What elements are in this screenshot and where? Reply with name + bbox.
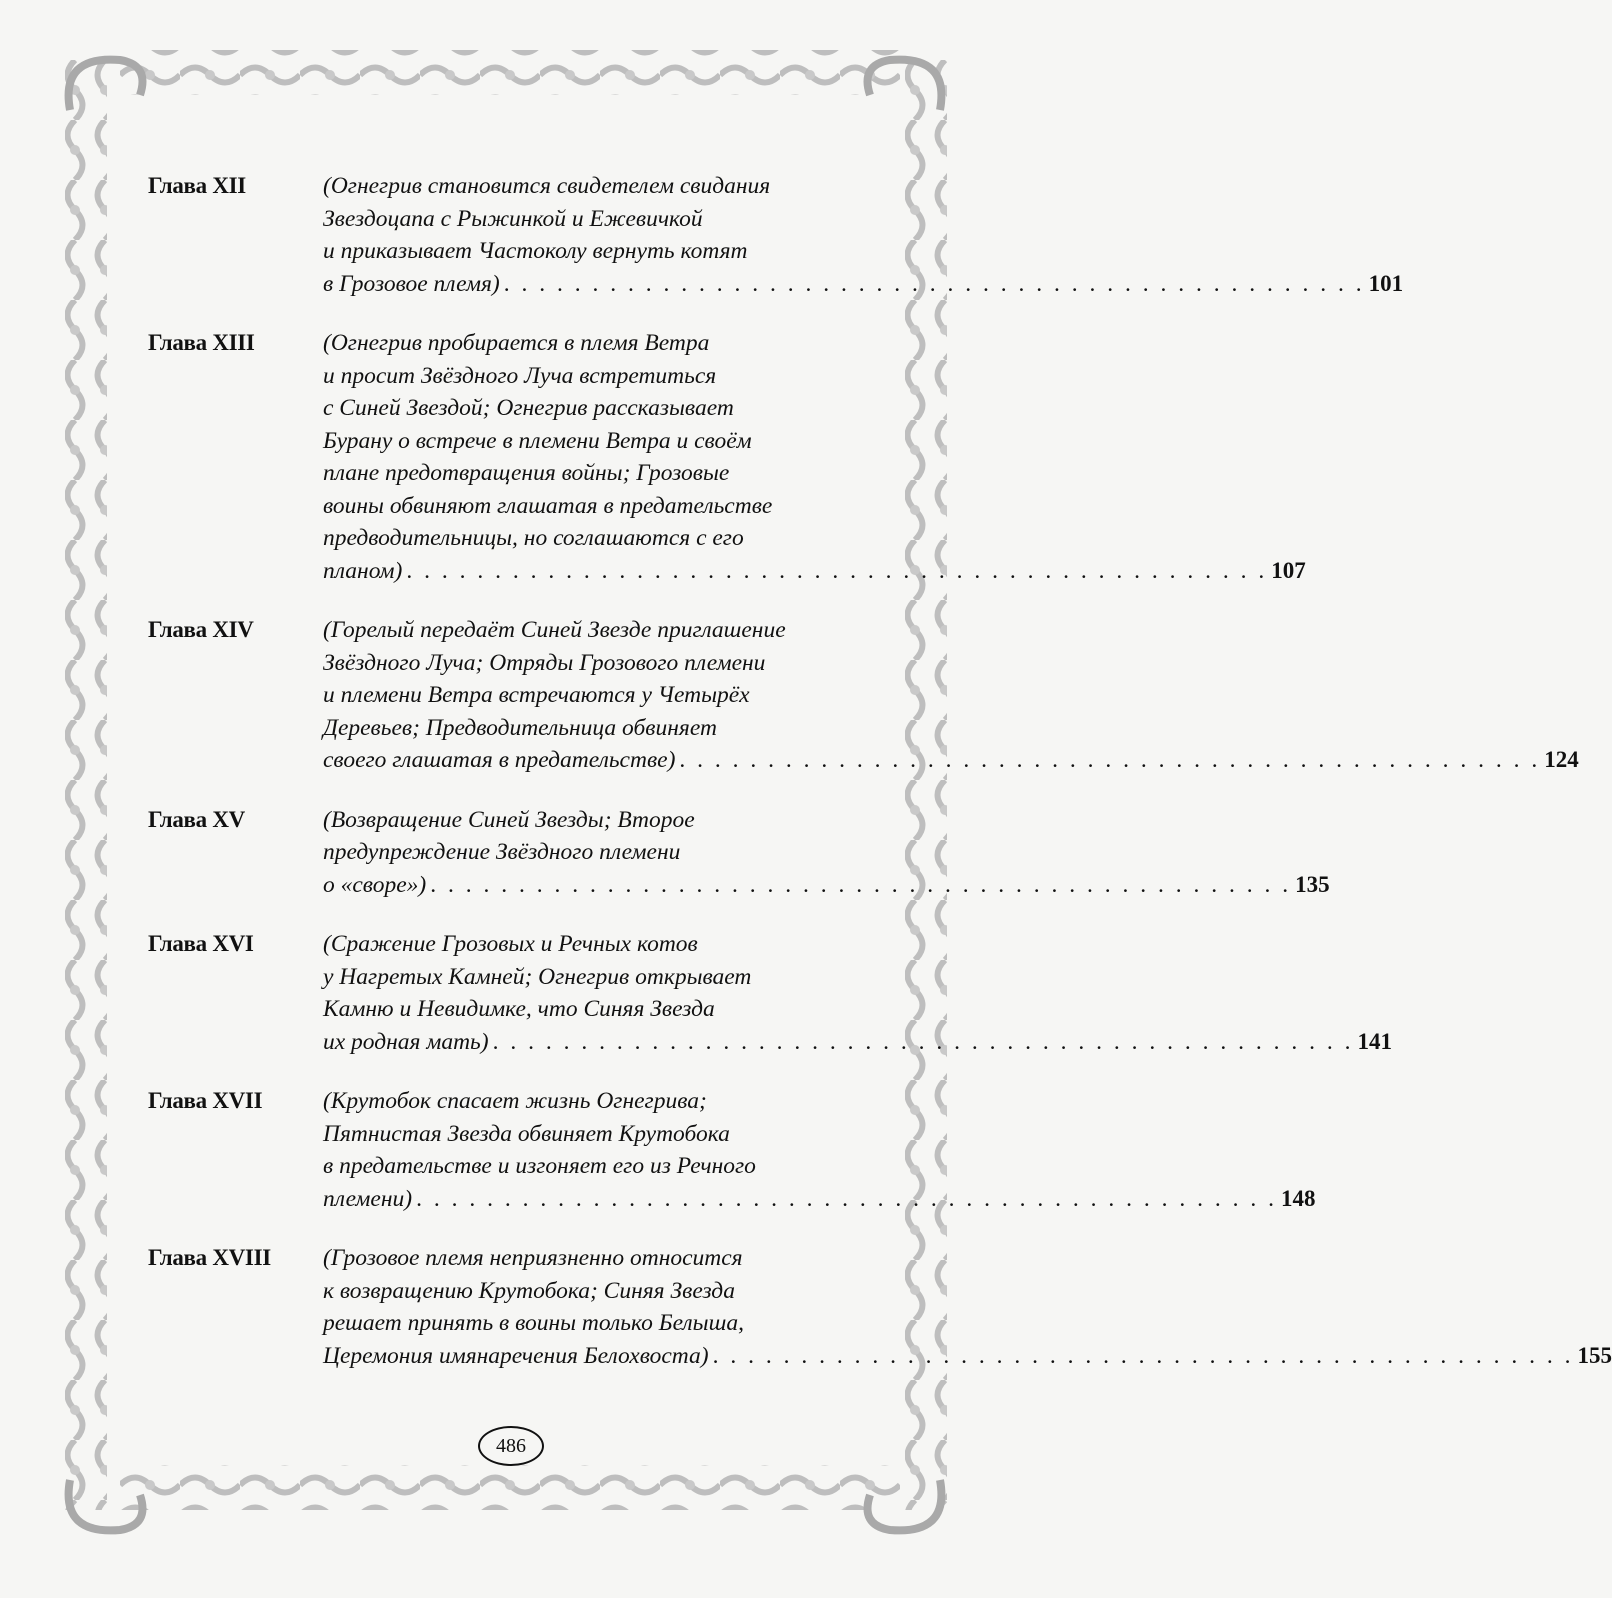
- summary-line: у Нагретых Камней; Огнегрив открывает: [323, 963, 752, 990]
- chapter-title: Глава XII: [148, 173, 246, 198]
- summary-line: своего глашатая в предательстве): [323, 747, 676, 773]
- summary-line: плане предотвращения войны; Грозовые: [323, 460, 730, 486]
- summary-line: (Крутобок спасает жизнь Огнегрива;: [323, 1088, 707, 1114]
- leader-dots: . . . . . . . . . . . . . . . . . . . . . . . . . . . . . . . . . . . . . . . . . . . . . . . . .: [679, 747, 1541, 773]
- table-of-contents: [148, 170, 1612, 1372]
- leader-dots: . . . . . . . . . . . . . . . . . . . . . . . . . . . . . . . . . . . . . . . . . . . . . . . . .: [492, 1028, 1354, 1055]
- chapter-title: Глава XVI: [148, 931, 254, 956]
- toc-entry: [148, 1085, 1316, 1215]
- summary-line: Деревьев; Предводительница обвиняет: [323, 714, 717, 741]
- summary-line: их родная мать): [323, 1028, 489, 1055]
- summary-last-line: [323, 1183, 1315, 1216]
- toc-entry: [148, 928, 1392, 1058]
- chapter-title: Глава XV: [148, 806, 245, 832]
- summary-last-line: [323, 744, 1579, 777]
- summary-line: и приказывает Частоколу вернуть котят: [323, 238, 748, 264]
- summary-line: Звёздного Луча; Отряды Грозового племени: [323, 649, 766, 676]
- chapter-summary: [323, 928, 1392, 1058]
- summary-line: и племени Ветра встречаются у Четырёх: [323, 682, 750, 708]
- leader-dots: . . . . . . . . . . . . . . . . . . . . . . . . . . . . . . . . . . . . . . . . . . . . . . . . .: [430, 871, 1292, 898]
- toc-entry: [148, 614, 1579, 777]
- summary-line: с Синей Звездой; Огнегрив рассказывает: [323, 395, 734, 421]
- chapter-summary: [323, 327, 1306, 587]
- summary-line: (Грозовое племя неприязненно относится: [323, 1245, 743, 1271]
- summary-line: Бурану о встрече в племени Ветра и своём: [323, 427, 752, 454]
- summary-line: о «своре»): [323, 871, 427, 898]
- chapter-summary: [323, 804, 1330, 902]
- chapter-title: Глава XVII: [148, 1088, 263, 1113]
- chapter-title: Глава XIV: [148, 617, 254, 642]
- summary-line: племени): [323, 1185, 413, 1212]
- chapter-summary: [323, 1085, 1315, 1215]
- leader-dots: . . . . . . . . . . . . . . . . . . . . . . . . . . . . . . . . . . . . . . . . . . . . . . . . .: [503, 270, 1365, 297]
- summary-line: (Сражение Грозовых и Речных котов: [323, 931, 698, 957]
- summary-line: (Огнегрив пробирается в племя Ветра: [323, 330, 710, 356]
- summary-line: и просит Звёздного Луча встретиться: [323, 362, 717, 389]
- summary-line: предводительницы, но соглашаются с его: [323, 525, 744, 551]
- summary-line: Звездоцапа с Рыжинкой и Ежевичкой: [323, 205, 703, 232]
- summary-line: (Возвращение Синей Звезды; Второе: [323, 806, 695, 833]
- toc-entry: [148, 1242, 1612, 1372]
- summary-line: к возвращению Крутобока; Синяя Звезда: [323, 1277, 735, 1304]
- summary-line: планом): [323, 557, 403, 584]
- page-number: 107: [1271, 557, 1306, 583]
- chapter-summary: [323, 614, 1579, 777]
- summary-line: (Огнегрив становится свидетелем свидания: [323, 173, 771, 199]
- summary-line: воины обвиняют глашатая в предательстве: [323, 492, 773, 519]
- summary-last-line: [323, 1026, 1392, 1059]
- page-number: 148: [1280, 1185, 1316, 1211]
- summary-last-line: [323, 268, 1403, 301]
- summary-last-line: [323, 1340, 1612, 1373]
- toc-entry: [148, 170, 1404, 300]
- chapter-summary: [323, 170, 1403, 300]
- summary-line: решает принять в воины только Белыша,: [323, 1310, 744, 1336]
- chapter-title: Глава XVIII: [148, 1245, 271, 1270]
- page-number: 124: [1544, 747, 1579, 772]
- summary-line: Пятнистая Звезда обвиняет Крутобока: [323, 1120, 730, 1147]
- summary-line: Камню и Невидимке, что Синяя Звезда: [323, 996, 715, 1022]
- summary-line: в предательстве и изгоняет его из Речного: [323, 1153, 756, 1179]
- summary-line: в Грозовое племя): [323, 270, 500, 297]
- summary-line: Церемония имянаречения Белохвоста): [323, 1342, 709, 1369]
- toc-entry: [148, 804, 1330, 902]
- chapter-summary: [323, 1242, 1612, 1372]
- page-number: 135: [1295, 871, 1330, 897]
- summary-last-line: [323, 555, 1306, 588]
- summary-line: предупреждение Звёздного племени: [323, 839, 681, 865]
- summary-line: (Горелый передаёт Синей Звезде приглашение: [323, 617, 786, 643]
- leader-dots: . . . . . . . . . . . . . . . . . . . . . . . . . . . . . . . . . . . . . . . . . . . . . . . . .: [406, 557, 1268, 584]
- leader-dots: . . . . . . . . . . . . . . . . . . . . . . . . . . . . . . . . . . . . . . . . . . . . . . . . .: [712, 1342, 1574, 1369]
- leader-dots: . . . . . . . . . . . . . . . . . . . . . . . . . . . . . . . . . . . . . . . . . . . . . . . . .: [416, 1185, 1277, 1212]
- summary-last-line: [323, 869, 1330, 902]
- page-number: 141: [1357, 1028, 1392, 1054]
- page-number-badge: 486: [478, 1426, 544, 1466]
- page-number: 155: [1577, 1342, 1612, 1368]
- toc-entry: [148, 327, 1306, 587]
- chapter-title: Глава XIII: [148, 330, 255, 355]
- page-number: 101: [1368, 270, 1404, 296]
